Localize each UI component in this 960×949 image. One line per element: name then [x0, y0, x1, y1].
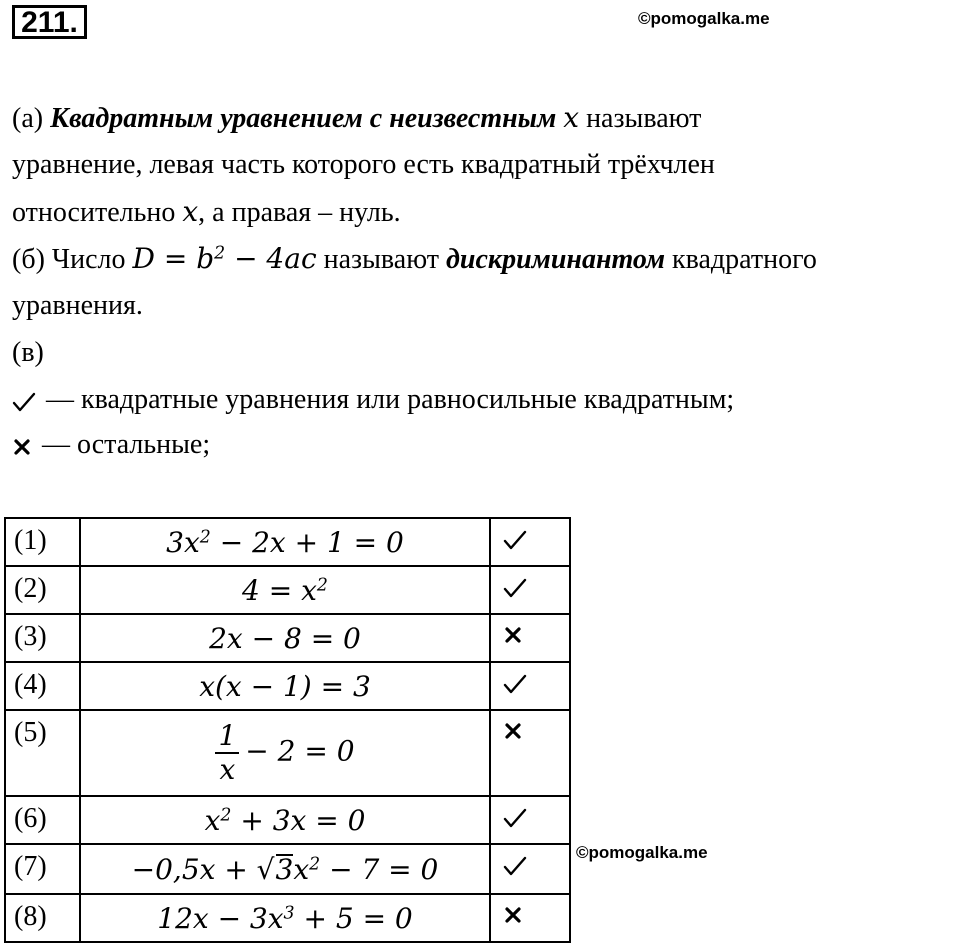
table-row — [5, 614, 570, 662]
mark-cell — [490, 614, 570, 662]
paragraph-a-rest: называют — [579, 103, 702, 134]
watermark-top: ©pomogalka.me — [638, 9, 770, 28]
task-number: 211. — [12, 5, 87, 39]
row-index: (2) — [5, 566, 80, 614]
paragraph-b-line2: уравнения. — [12, 290, 143, 321]
row-index: (3) — [5, 614, 80, 662]
paragraph-a-line3-start: относительно — [12, 197, 183, 228]
row-index: (5) — [5, 710, 80, 796]
equation-cell — [80, 796, 490, 844]
paragraph-b-term: дискриминантом — [445, 244, 666, 275]
table-row — [5, 566, 570, 614]
table-row — [5, 796, 570, 844]
row-index: (8) — [5, 894, 80, 942]
eq-part: x — [204, 803, 221, 837]
paragraph-b-line1 — [12, 242, 817, 277]
equation-cell: x(x − 1) = 3 — [80, 662, 490, 710]
cross-mark-icon — [503, 625, 523, 645]
eq-part: + 5 = 0 — [294, 901, 413, 935]
paragraph-a-prefix: (а) — [12, 103, 51, 134]
check-mark-icon — [503, 529, 527, 551]
row-index: (4) — [5, 662, 80, 710]
paragraph-b-end: квадратного — [665, 244, 817, 275]
eq-exp: 2 — [316, 574, 328, 595]
check-mark-icon — [12, 391, 36, 413]
eq-part: − 2 = 0 — [245, 734, 355, 768]
row-index: (1) — [5, 518, 80, 566]
cross-mark-icon — [12, 437, 32, 457]
fraction — [215, 720, 239, 786]
sqrt-radicand: 3 — [275, 852, 294, 886]
eq-part: − 2x + 1 = 0 — [210, 525, 404, 559]
mark-cell — [490, 844, 570, 894]
discriminant-formula — [132, 242, 316, 275]
eq-part: − 7 = 0 — [320, 852, 439, 886]
eq-exp: 2 — [309, 853, 321, 874]
equation-cell — [80, 566, 490, 614]
table-row — [5, 894, 570, 942]
equation-cell — [80, 710, 490, 796]
eq-part: + 3x = 0 — [231, 803, 366, 837]
mark-cell — [490, 662, 570, 710]
paragraph-b-middle: называют — [316, 244, 446, 275]
eq-part: x — [293, 852, 310, 886]
watermark-side: ©pomogalka.me — [576, 843, 708, 862]
equation-cell — [80, 518, 490, 566]
eq-exp: 2 — [220, 804, 232, 825]
table-row — [5, 518, 570, 566]
row-index: (6) — [5, 796, 80, 844]
legend-no-text: — остальные; — [42, 429, 211, 460]
table-row — [5, 662, 570, 710]
paragraph-c-label: (в) — [12, 337, 44, 368]
check-mark-icon — [503, 855, 527, 877]
eq-part: 12x − 3x — [157, 901, 284, 935]
paragraph-a-var: x — [563, 101, 580, 134]
equation-cell — [80, 894, 490, 942]
discriminant-formula-exp: 2 — [214, 243, 226, 264]
paragraph-a-line3 — [12, 195, 401, 230]
legend-yes-text: — квадратные уравнения или равносильные квадратным; — [46, 384, 735, 415]
table-row — [5, 844, 570, 894]
equations-table — [4, 517, 571, 943]
discriminant-formula-base: D = b — [132, 242, 215, 275]
eq-part: −0,5x + √ — [131, 852, 275, 886]
equation-cell — [80, 844, 490, 894]
mark-cell — [490, 518, 570, 566]
fraction-numerator: 1 — [215, 720, 239, 754]
legend-yes — [12, 383, 734, 417]
check-mark-icon — [503, 673, 527, 695]
legend-no — [12, 428, 210, 462]
paragraph-a-term: Квадратным уравнением с неизвестным — [50, 103, 557, 134]
row-index: (7) — [5, 844, 80, 894]
cross-mark-icon — [503, 721, 523, 741]
paragraph-a-line1 — [12, 101, 701, 136]
check-mark-icon — [503, 807, 527, 829]
mark-cell — [490, 566, 570, 614]
check-mark-icon — [503, 577, 527, 599]
eq-part: 3x — [166, 525, 200, 559]
fraction-denominator: x — [219, 753, 236, 786]
mark-cell — [490, 710, 570, 796]
eq-exp: 3 — [283, 902, 295, 923]
mark-cell — [490, 796, 570, 844]
cross-mark-icon — [503, 905, 523, 925]
paragraph-a-line2: уравнение, левая часть которого есть квадратный трёхчлен — [12, 149, 715, 180]
paragraph-a-line3-end: , а правая – нуль. — [198, 197, 401, 228]
discriminant-formula-tail: − 4ac — [225, 242, 317, 275]
eq-exp: 2 — [199, 526, 211, 547]
eq-part: 4 = x — [242, 573, 317, 607]
mark-cell — [490, 894, 570, 942]
equation-cell: 2x − 8 = 0 — [80, 614, 490, 662]
paragraph-a-line3-var: x — [182, 195, 199, 228]
paragraph-b-prefix: (б) Число — [12, 244, 133, 275]
table-row — [5, 710, 570, 796]
